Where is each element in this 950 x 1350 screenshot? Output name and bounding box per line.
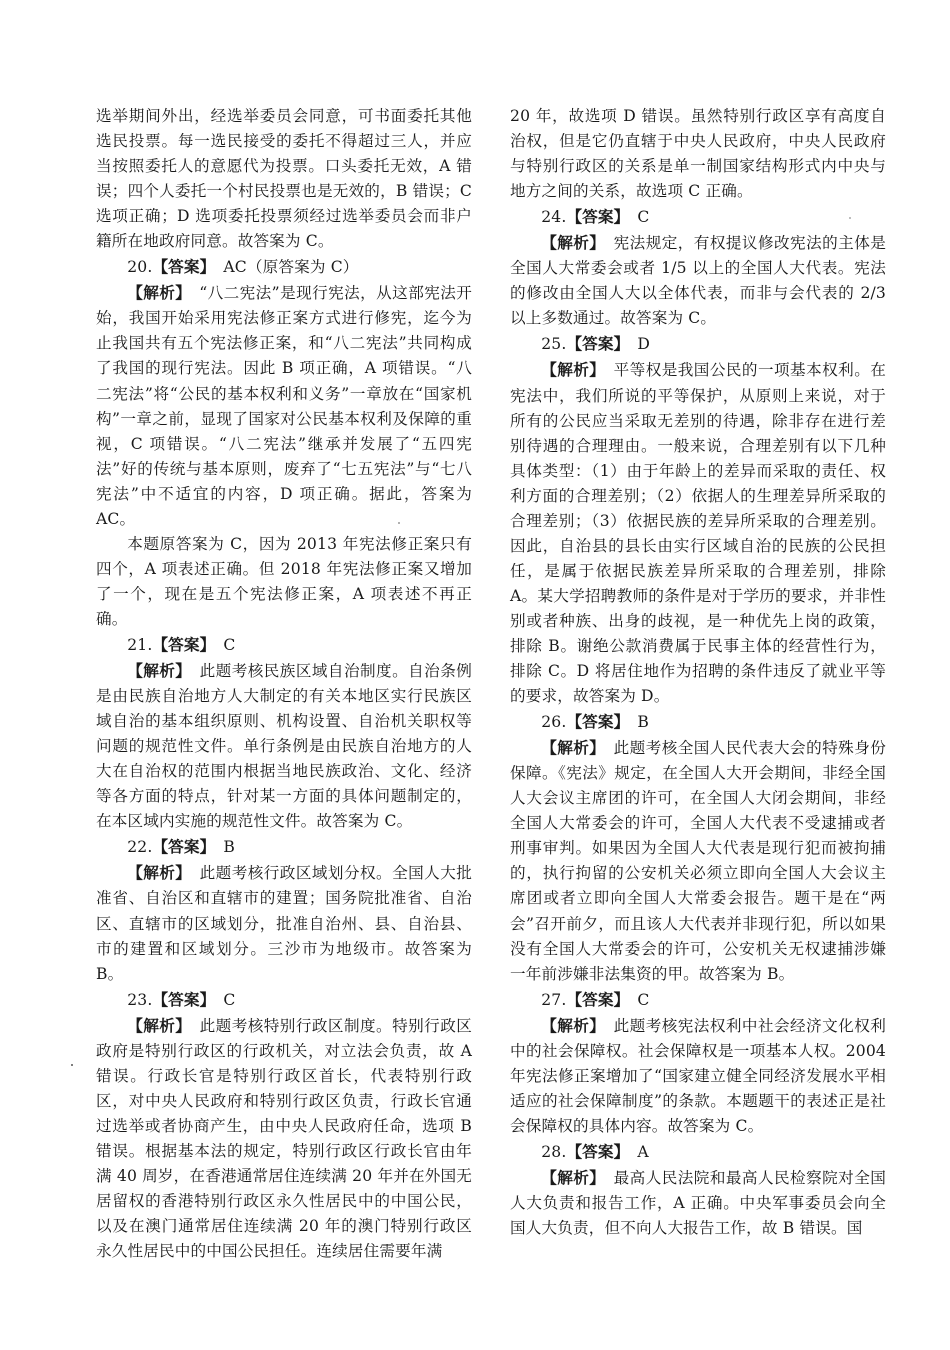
answer-value: B: [223, 838, 235, 857]
answer-tag: 【答案】: [566, 989, 630, 1009]
question-number: 27.: [541, 990, 567, 1009]
analysis-paragraph: [510, 735, 886, 986]
answer-tag: 【答案】: [152, 257, 216, 277]
continued-paragraph: 20 年，故选项 D 错误。虽然特别行政区享有高度自治权，但是它仍直辖于中央人民政府，中央人民政府与特别行政区的关系是单一制国家结构形式内中央与地方之间的关系，故选项 C 正确。: [510, 107, 886, 201]
answer-tag: 【答案】: [152, 837, 216, 857]
question-number: 22.: [127, 838, 153, 857]
answer-line: [510, 987, 886, 1013]
scan-speck: [398, 522, 400, 524]
answer-tag: 【答案】: [566, 1141, 630, 1161]
question-number: 26.: [541, 713, 567, 732]
analysis-tag: 【解析】: [127, 863, 192, 883]
analysis-paragraph: [96, 280, 472, 531]
analysis-tag: 【解析】: [541, 738, 606, 758]
answer-line: [510, 331, 886, 357]
answer-tag: 【答案】: [152, 989, 216, 1009]
scan-speck: [71, 1064, 73, 1066]
analysis-tag: 【解析】: [541, 233, 606, 253]
answer-value: C: [637, 208, 650, 227]
analysis-tag: 【解析】: [541, 1015, 606, 1035]
analysis-text: 此题考核行政区域划分权。全国人大批准省、自治区和直辖市的建置；国务院批准省、自治区、直辖市的区域划分，批准自治州、县、自治县、市的建置和区域划分。三沙市为地级市。故答案为 B。: [96, 864, 472, 983]
answer-line: [510, 709, 886, 735]
answer-line: [96, 254, 472, 280]
analysis-paragraph: [510, 230, 886, 331]
analysis-text: 宪法规定，有权提议修改宪法的主体是全国人大常委会或者 1/5 以上的全国人大代表。宪法的修改由全国人大以全体代表，而非与会代表的 2/3 以上多数通过。故答案为 C。: [510, 234, 886, 328]
answer-value: A: [637, 1142, 649, 1161]
analysis-paragraph: [510, 357, 886, 709]
question-number: 23.: [127, 990, 153, 1009]
answer-line: [510, 204, 886, 230]
analysis-paragraph: [96, 860, 472, 986]
answer-value: AC（原答案为 C）: [223, 258, 359, 277]
right-column: [510, 104, 886, 1241]
answer-value: C: [223, 635, 236, 654]
answer-value: D: [637, 335, 651, 354]
analysis-text: 此题考核民族区域自治制度。自治条例是由民族自治地方人大制定的有关本地区实行民族区域自治的基本组织原则、机构设置、自治机关职权等问题的规范性文件。单行条例是由民族自治地方的人大在自治权的范围内根据当地民族政治、文化、经济等各方面的特点，针对某一方面的具体问题制定的，在本区域内实施的规范性文件。故答案为 C。: [96, 662, 472, 831]
analysis-tag: 【解析】: [541, 360, 606, 380]
note-paragraph: 本题原答案为 C，因为 2013 年宪法修正案只有四个，A 项表述正确。但 2018 年宪法修正案又增加了一个，现在是五个宪法修正案，A 项表述不再正确。: [96, 534, 472, 628]
question-number: 20.: [127, 258, 153, 277]
left-column: [96, 104, 472, 1264]
analysis-text: 此题考核宪法权利中社会经济文化权利中的社会保障权。社会保障权是一项基本人权。2004 年宪法修正案增加了“国家建立健全同经济发展水平相适应的社会保障制度”的条款。本题题干的表述正是社会保障权的具体内容。故答案为 C。: [510, 1016, 886, 1135]
analysis-tag: 【解析】: [127, 661, 192, 681]
analysis-text: 最高人民法院和最高人民检察院对全国人大负责和报告工作，A 正确。中央军事委员会向全国人大负责，但不向人大报告工作，故 B 错误。国: [510, 1168, 886, 1238]
answer-line: [96, 834, 472, 860]
analysis-paragraph: [96, 658, 472, 834]
question-number: 25.: [541, 335, 567, 354]
analysis-paragraph: [510, 1013, 886, 1139]
continued-paragraph: 选举期间外出，经选举委员会同意，可书面委托其他选民投票。每一选民接受的委托不得超过三人，并应当按照委托人的意愿代为投票。口头委托无效，A 错误；四个人委托一个村民投票也是无效的，B 错误；C 选项正确；D 选项委托投票须经过选举委员会而非户籍所在地政府同意。故答案为 C。: [96, 107, 472, 251]
analysis-text: “八二宪法”是现行宪法，从这部宪法开始，我国开始采用宪法修正案方式进行修宪，迄今为止我国共有五个宪法修正案，和“八二宪法”共同构成了我国的现行宪法。因此 B 项正确，A 项错误。“八二宪法”将“公民的基本权利和义务”一章放在“国家机构”一章之前，显现了国家对公民基本权利及保障的重视，C 项错误。“八二宪法”继承并发展了“五四宪法”好的传统与基本原则，废弃了“七五宪法”与“七八宪法”中不适宜的内容，D 项正确。据此，答案为 AC。: [96, 284, 472, 528]
answer-line: [96, 987, 472, 1013]
analysis-tag: 【解析】: [541, 1167, 606, 1187]
analysis-tag: 【解析】: [127, 1015, 192, 1035]
answer-line: [96, 632, 472, 658]
analysis-text: 此题考核全国人民代表大会的特殊身份保障。《宪法》规定，在全国人大开会期间，非经全国人大会议主席团的许可，在全国人大闭会期间，非经全国人大常委会的许可，全国人大代表不受逮捕或者刑事审判。如果因为全国人大代表是现行犯而被拘捕的，执行拘留的公安机关必须立即向全国人大会议主席团或者立即向全国人大常委会报告。题干是在“两会”召开前夕，而且该人大代表并非现行犯，所以如果没有全国人大常委会的许可，公安机关无权逮捕涉嫌一年前涉嫌非法集资的甲。故答案为 B。: [510, 739, 886, 983]
analysis-text: 此题考核特别行政区制度。特别行政区政府是特别行政区的行政机关，对立法会负责，故 A 错误。行政长官是特别行政区首长，代表特别行政区，对中央人民政府和特别行政区负责，行政长官通过选举或者协商产生，由中央人民政府任命，选项 B 错误。根据基本法的规定，特别行政区行政长官由年满 40 周岁，在香港通常居住连续满 20 年并在外国无居留权的香港特别行政区永久性居民中的中国公民，以及在澳门通常居住连续满 20 年的澳门特别行政区永久性居民中的中国公民担任。连续居住需要年满: [96, 1016, 472, 1261]
answer-tag: 【答案】: [566, 712, 630, 732]
question-number: 21.: [127, 635, 153, 654]
answer-line: [510, 1139, 886, 1165]
answer-value: B: [637, 713, 649, 732]
analysis-paragraph: [96, 1013, 472, 1264]
question-number: 24.: [541, 208, 567, 227]
answer-value: C: [223, 990, 236, 1009]
question-number: 28.: [541, 1142, 567, 1161]
analysis-text: 平等权是我国公民的一项基本权利。在宪法中，我们所说的平等保护，从原则上来说，对于所有的公民应当采取无差别的待遇，除非存在进行差别待遇的合理理由。一般来说，合理差别有以下几种具体类型：（1）由于年龄上的差异而采取的责任、权利方面的合理差别；（2）依据人的生理差异所采取的合理差别；（3）依据民族的差异所采取的合理差别。因此，自治县的县长由实行区域自治的民族的公民担任，是属于依据民族差异所采取的合理差别，排除 A。某大学招聘教师的条件是对于学历的要求，并非性别或者种族、出身的歧视，是一种优先上岗的政策，排除 B。谢绝公款消费属于民事主体的经营性行为，排除 C。D 将居住地作为招聘的条件违反了就业平等的要求，故答案为 D。: [510, 361, 886, 706]
analysis-paragraph: [510, 1165, 886, 1241]
scan-speck: [849, 217, 851, 219]
answer-tag: 【答案】: [566, 334, 630, 354]
answer-tag: 【答案】: [152, 634, 216, 654]
answer-tag: 【答案】: [566, 207, 630, 227]
analysis-tag: 【解析】: [127, 283, 192, 303]
answer-value: C: [637, 990, 650, 1009]
